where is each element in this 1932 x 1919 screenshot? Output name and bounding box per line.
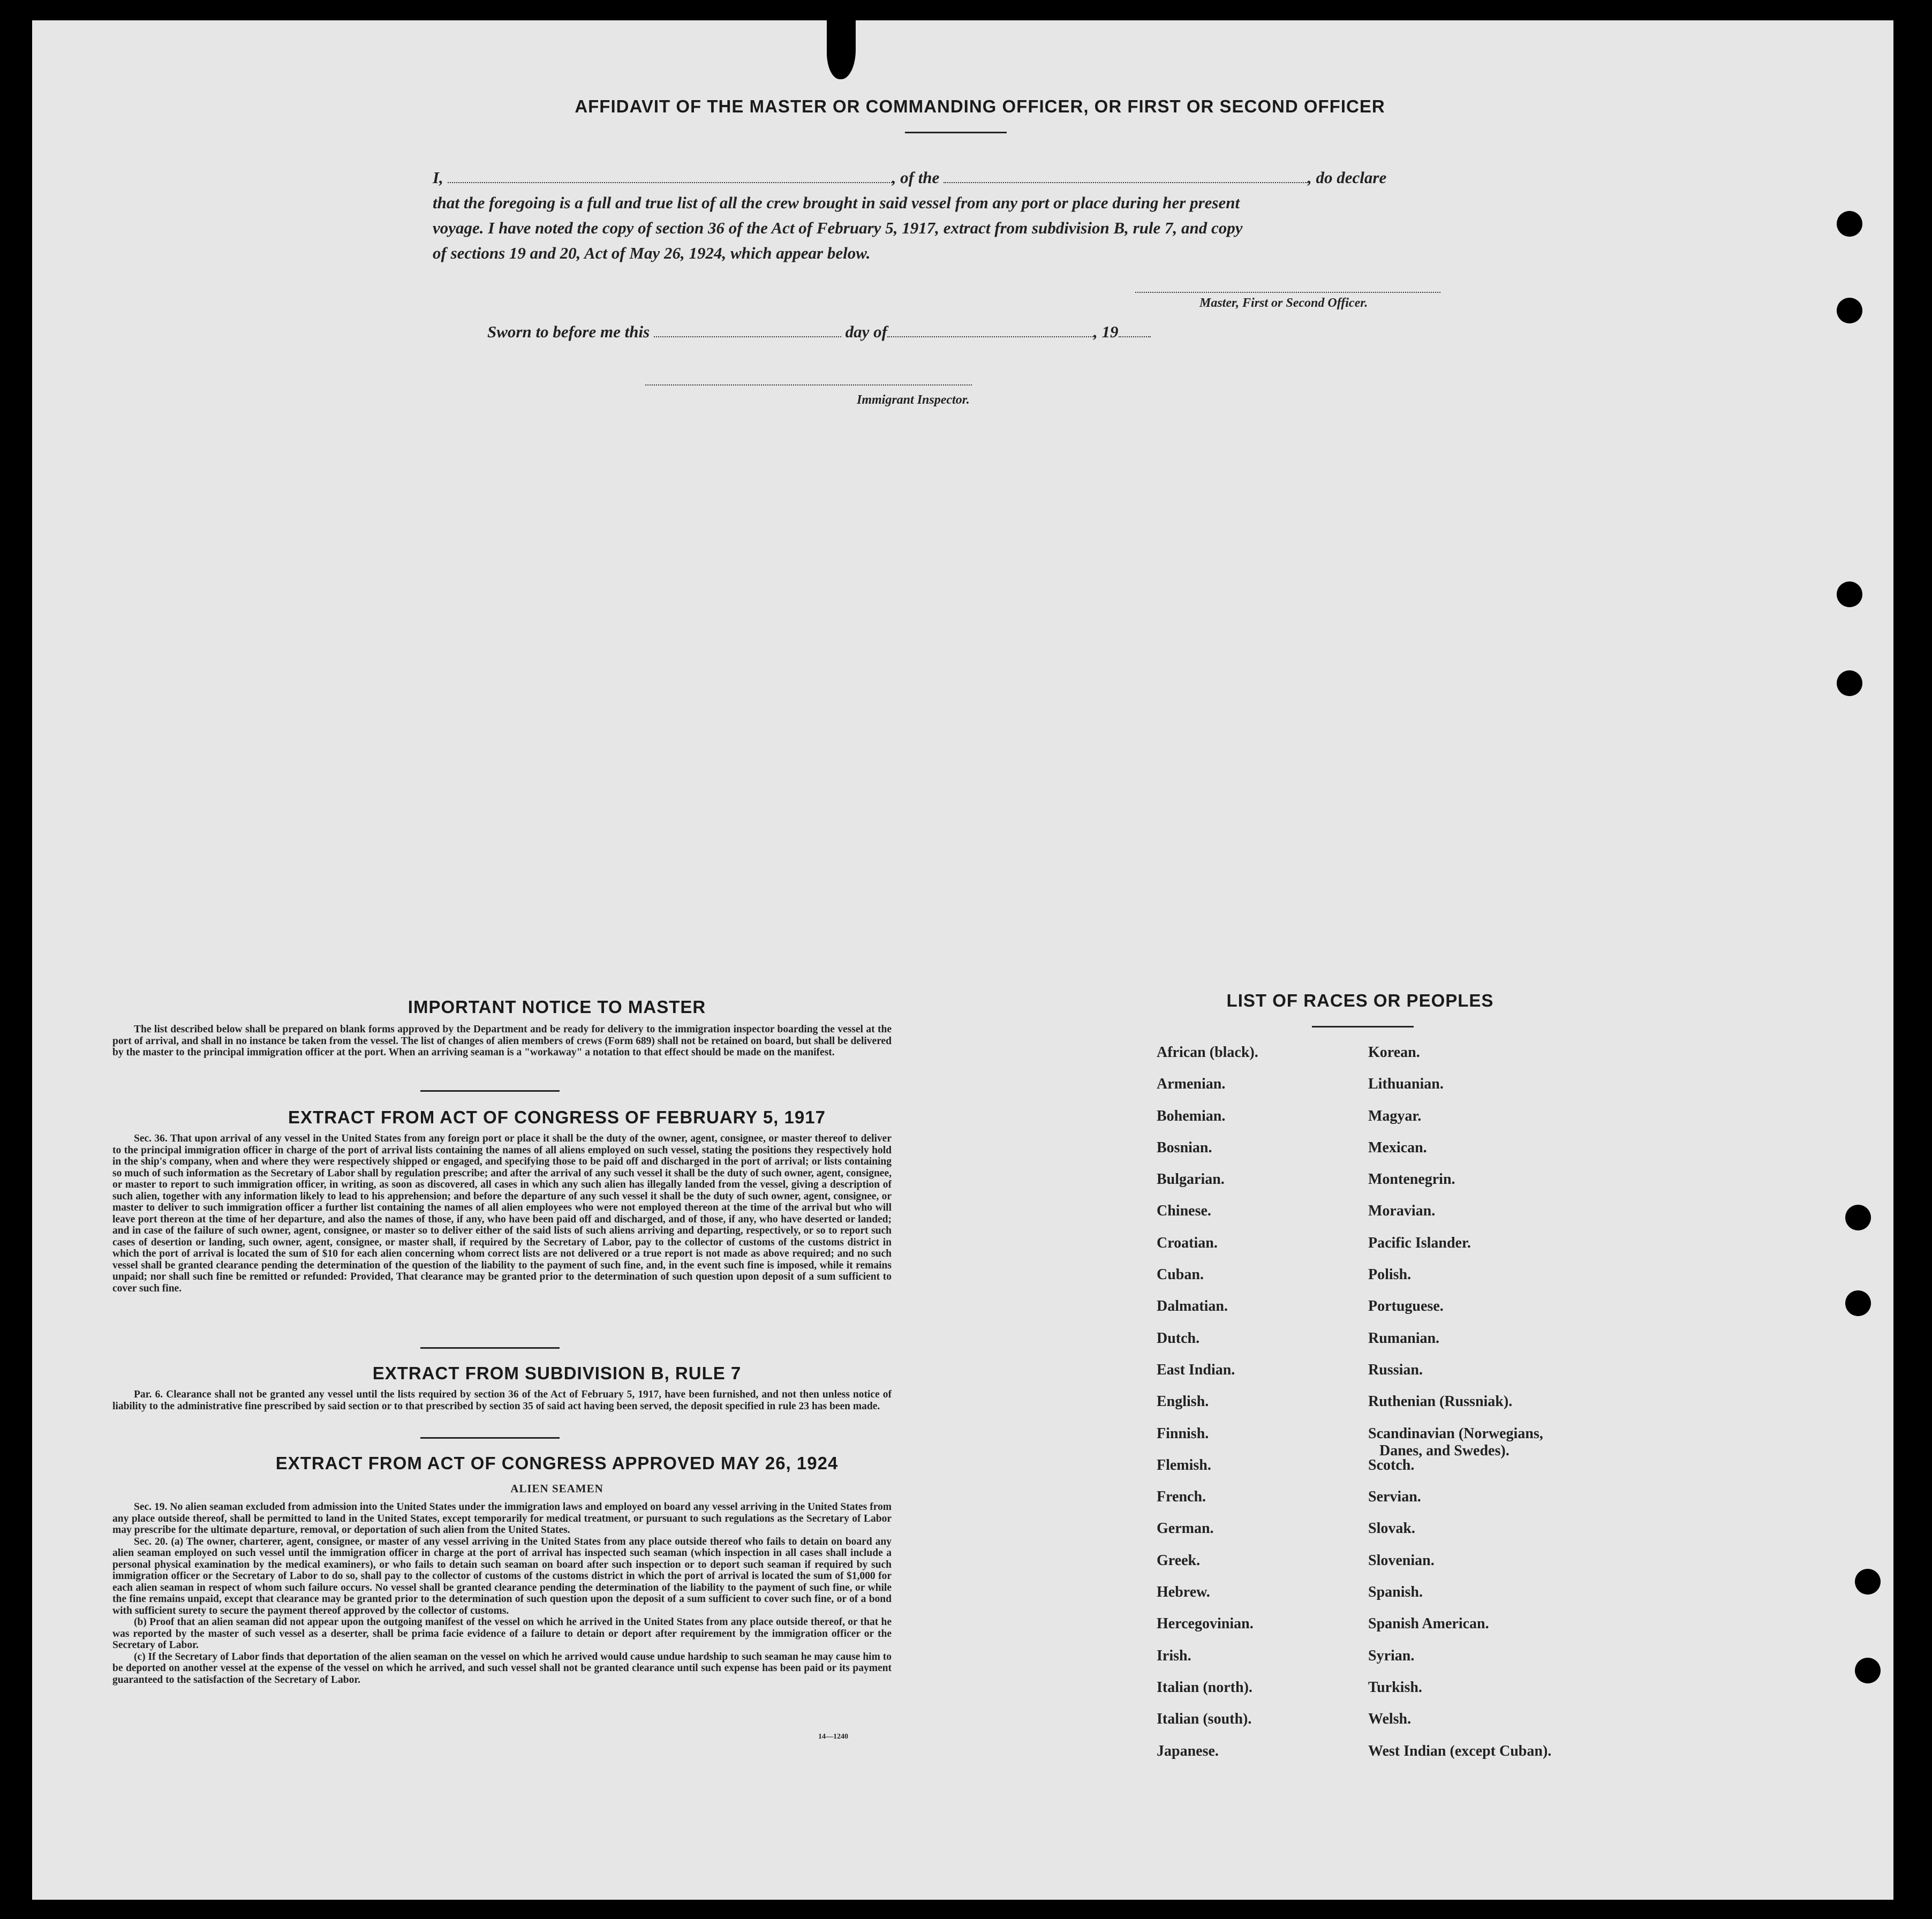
race-item: East Indian. xyxy=(1157,1361,1235,1378)
race-item: Croatian. xyxy=(1157,1234,1218,1251)
race-item: Dutch. xyxy=(1157,1329,1200,1347)
extract-1917-title: EXTRACT FROM ACT OF CONGRESS OF FEBRUARY 5, 1917 xyxy=(288,1107,826,1127)
inspector-caption: Immigrant Inspector. xyxy=(857,393,970,407)
race-item: Dalmatian. xyxy=(1157,1298,1228,1315)
race-item: Bosnian. xyxy=(1157,1139,1212,1156)
race-item: Italian (north). xyxy=(1157,1679,1252,1696)
affidavit-line: that the foregoing is a full and true list of all the crew brought in said vessel from any port or place during her present xyxy=(433,193,1240,212)
race-item: Scandinavian (Norwegians, Danes, and Swedes). xyxy=(1368,1425,1543,1459)
race-item: Bohemian. xyxy=(1157,1107,1226,1124)
punch-hole xyxy=(1855,1658,1881,1683)
section-20b: (b) Proof that an alien seaman did not appear upon the outgoing manifest of the vessel on which he arrived in the United States from any place outside thereof, or that he was reported by the master of such vessel as a deserter, shall be prima facie evidence of a failure to detain or deport after requirement by the immigration officer or the Secretary of Labor. xyxy=(112,1616,892,1651)
race-item: Finnish. xyxy=(1157,1425,1209,1442)
section-19: Sec. 19. No alien seaman excluded from admission into the United States under the immigration laws and employed on board any vessel arriving in the United States from any place outside thereof, shall be permitted to land in the United States, except temporarily for medical treatment, or pursuant to such regulations as the Secretary of Labor may prescribe for the ultimate departure, removal, or deportation of such alien from the United States. xyxy=(112,1501,892,1536)
race-item: Slovenian. xyxy=(1368,1552,1435,1569)
race-item: French. xyxy=(1157,1489,1206,1506)
punch-hole xyxy=(1837,298,1862,323)
race-item: Scotch. xyxy=(1368,1456,1415,1474)
punch-hole xyxy=(1855,1569,1881,1595)
year-blank xyxy=(1119,324,1151,337)
affidavit-i: I, xyxy=(433,168,443,187)
signature-caption: Master, First or Second Officer. xyxy=(1199,296,1368,310)
notice-title: IMPORTANT NOTICE TO MASTER xyxy=(407,997,706,1017)
race-item: Rumanian. xyxy=(1368,1329,1440,1347)
race-item: Lithuanian. xyxy=(1368,1076,1444,1093)
divider xyxy=(420,1347,560,1349)
punch-hole xyxy=(1845,1290,1871,1316)
day-blank xyxy=(654,324,841,337)
race-item: Irish. xyxy=(1157,1647,1191,1664)
race-item: Turkish. xyxy=(1368,1679,1422,1696)
race-item: Ruthenian (Russniak). xyxy=(1368,1393,1513,1410)
form-number: 14—1240 xyxy=(818,1733,848,1741)
vessel-blank xyxy=(944,170,1308,183)
races-title: LIST OF RACES OR PEOPLES xyxy=(1226,991,1494,1010)
section-20c: (c) If the Secretary of Labor finds that deportation of the alien seaman on the vessel on which he arrived would cause undue hardship to such seaman he may cause him to be deported on another vessel at the expense of the vessel on which he arrived, and such vessel shall not be granted clearance until such expense has been paid or its payment guaranteed to the satisfaction of the Secretary of Labor. xyxy=(112,1651,892,1686)
inspector-signature-line xyxy=(645,384,972,386)
race-item: Italian (south). xyxy=(1157,1711,1252,1728)
notice-body: The list described below shall be prepared on blank forms approved by the Department and be ready for delivery to the immigration inspector boarding the vessel at the port of arrival, and shall in no instance be taken from the vessel. The list of changes of alien members of crews (Form 689) shall not be retained on board, but shall be delivered by the master to the principal immigration officer at the port. When an arriving seaman is a "workaway" a notation to that effect should be made on the manifest. xyxy=(112,1024,892,1058)
extract-rule7-title: EXTRACT FROM SUBDIVISION B, RULE 7 xyxy=(372,1363,742,1383)
race-item: Montenegrin. xyxy=(1368,1171,1455,1188)
race-item: Chinese. xyxy=(1157,1203,1211,1220)
race-item: West Indian (except Cuban). xyxy=(1368,1742,1552,1759)
extract-1924-subtitle: ALIEN SEAMEN xyxy=(510,1482,603,1495)
punch-hole xyxy=(1845,1205,1871,1230)
affidavit-declaration xyxy=(433,165,1477,266)
section-20a: Sec. 20. (a) The owner, charterer, agent, consignee, or master of any vessel arriving in the United States from any place outside thereof who fails to detain on board any alien seaman employed on such vessel until the immigration officer in charge at the port of arrival has inspected such seaman (which inspection in all cases shall include a personal physical examination by the medical examiners), or who fails to detain such seaman on board after such inspection or to deport such seaman if required by such immigration officer or the Secretary of Labor to do so, shall pay to the collector of customs of the customs district in which the port of arrival is located the sum of $1,000 for each alien seaman in respect of whom such failure occurs. No vessel shall be granted clearance pending the determination of the liability to the payment of such fine, or while the fine remains unpaid, except that clearance may be granted prior to the determination of such question upon the deposit of a sum sufficient to cover such fine, or of a bond with sufficient surety to secure the payment thereof approved by the collector of customs. xyxy=(112,1536,892,1616)
year-prefix: , 19 xyxy=(1093,322,1119,341)
affidavit-title: AFFIDAVIT OF THE MASTER OR COMMANDING OFFICER, OR FIRST OR SECOND OFFICER xyxy=(575,96,1385,116)
divider xyxy=(1312,1026,1414,1028)
race-item: Japanese. xyxy=(1157,1742,1219,1759)
signature-line xyxy=(1135,292,1440,293)
race-item: Armenian. xyxy=(1157,1076,1226,1093)
race-item: Syrian. xyxy=(1368,1647,1415,1664)
race-item: Hebrew. xyxy=(1157,1584,1210,1601)
divider xyxy=(420,1437,560,1439)
torn-edge xyxy=(827,20,856,79)
affidavit-declare: , do declare xyxy=(1308,168,1387,187)
extract-1924-title: EXTRACT FROM ACT OF CONGRESS APPROVED MAY 26, 1924 xyxy=(275,1453,839,1473)
race-item: Russian. xyxy=(1368,1361,1423,1378)
race-item: Bulgarian. xyxy=(1157,1171,1225,1188)
race-item: Cuban. xyxy=(1157,1266,1204,1283)
affidavit-line: voyage. I have noted the copy of section 36 of the Act of February 5, 1917, extract from subdivision B, rule 7, and copy xyxy=(433,218,1243,237)
race-item: Moravian. xyxy=(1368,1203,1436,1220)
races-right-column xyxy=(1368,1044,1551,1774)
race-item: Slovak. xyxy=(1368,1520,1415,1537)
race-item: Korean. xyxy=(1368,1044,1420,1061)
extract-rule7-body: Par. 6. Clearance shall not be granted any vessel until the lists required by section 36 of the Act of February 5, 1917, have been furnished, and not then unless notice of liability to the administrative fine prescribed by said section or to that prescribed by section 35 of said act having been served, the deposit specified in rule 23 has been made. xyxy=(112,1389,892,1412)
divider xyxy=(905,132,1007,133)
name-blank xyxy=(448,170,892,183)
sworn-line xyxy=(487,322,1151,342)
race-item: Polish. xyxy=(1368,1266,1412,1283)
punch-hole xyxy=(1837,670,1862,696)
race-item: German. xyxy=(1157,1520,1214,1537)
race-item: Hercegovinian. xyxy=(1157,1615,1254,1633)
race-item: Spanish. xyxy=(1368,1584,1423,1601)
race-item: Spanish American. xyxy=(1368,1615,1489,1633)
race-item: Welsh. xyxy=(1368,1711,1412,1728)
race-item: Servian. xyxy=(1368,1489,1421,1506)
day-of-label: day of xyxy=(845,322,887,341)
divider xyxy=(420,1090,560,1092)
race-item: African (black). xyxy=(1157,1044,1258,1061)
affidavit-of-the: , of the xyxy=(892,168,940,187)
punch-hole xyxy=(1837,581,1862,607)
race-item: Mexican. xyxy=(1368,1139,1427,1156)
extract-1917-body: Sec. 36. That upon arrival of any vessel in the United States from any foreign port or place it shall be the duty of the owner, agent, consignee, or master thereof to deliver to the principal immigration officer in charge of the port of arrival lists containing the names of all aliens employed on such vessel, stating the positions they respectively hold in the ship's company, when and where they were respectively shipped or engaged, and specifying those to be paid off and discharged in the port of arrival; or lists containing so much of such information as the Secretary of Labor shall by regulation prescribe; and after the arrival of any such vessel it shall be the duty of such owner, agent, consignee, or master to report to such immigration officer, in writing, as soon as discovered, all cases in which any such alien has illegally landed from the vessel, giving a description of such alien, together with any information likely to lead to his apprehension; and before the departure of any such vessel it shall be the duty of such owner, agent, consignee, or master to deliver to such immigration officer a further list containing the names of all alien employees who were not employed thereon at the time of the arrival but who will leave port thereon at the time of her departure, and also the names of those, if any, who have been paid off and discharged, and of those, if any, who have deserted or landed; and in case of the failure of such owner, agent, consignee, or master so to deliver either of the said lists of such aliens arriving and departing, respectively, or so to report such cases of desertion or landing, such owner, agent, consignee, or master shall, if required by the Secretary of Labor, pay to the collector of customs of the customs district in which the port of arrival is located the sum of $10 for each alien concerning whom correct lists are not delivered or a true report is not made as above required; and no such vessel shall be granted clearance pending the determination of the question of the liability to the payment of such fine, and, in the event such fine is imposed, while it remains unpaid; nor shall such fine be remitted or refunded: Provided, That clearance may be granted prior to the determination of such question upon deposit of a sum sufficient to cover such fine. xyxy=(112,1133,892,1294)
extract-1924-body xyxy=(112,1501,892,1686)
month-blank xyxy=(887,324,1093,337)
races-left-column xyxy=(1157,1044,1258,1774)
race-item: Flemish. xyxy=(1157,1456,1211,1474)
race-item: Portuguese. xyxy=(1368,1298,1444,1315)
race-item: Magyar. xyxy=(1368,1107,1422,1124)
race-item: English. xyxy=(1157,1393,1209,1410)
race-item: Greek. xyxy=(1157,1552,1201,1569)
punch-hole xyxy=(1837,211,1862,237)
affidavit-line: of sections 19 and 20, Act of May 26, 1924, which appear below. xyxy=(433,244,871,262)
race-item: Pacific Islander. xyxy=(1368,1234,1471,1251)
sworn-label: Sworn to before me this xyxy=(487,322,650,341)
